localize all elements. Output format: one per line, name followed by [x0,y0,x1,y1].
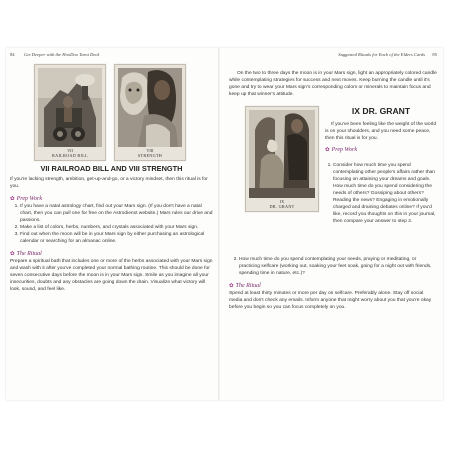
dr-grant-ritual-heading-text: The Ritual [235,283,261,289]
dr-grant-text [325,106,437,154]
card-railroad-bill-number: VII [67,148,73,153]
dr-grant-intro-paragraph: If you've been feeling like the weight of the world is on your shoulders, and you need some peace, then this ritual is for you. [325,122,437,141]
ritual-heading-text: The Ritual [16,251,42,257]
right-page-number: 85 [432,52,437,57]
list-item: 3. Find out when the moon will be in your Mars sign by either purchasing an astrological calendar or searching for an almanac online. [20,231,213,245]
card-railroad-bill-art [38,68,102,147]
flower-icon: ✿ [229,283,234,289]
card-strength [114,64,186,161]
dr-grant-ritual-paragraph: Spend at least thirty minutes or more per day on selfcare. Preferably alone. Stay off social media and don't check any emails. Inform anyone that might worry about you that you're okay before you begin so you can focus completely on you. [229,291,432,310]
left-page [10,52,213,293]
list-item: 2. Make a list of colors, herbs, numbers, and crystals associated with your Mars sign. [20,224,213,231]
left-page-number: 84 [10,52,15,57]
left-page-header [10,52,213,60]
flower-icon: ✿ [10,251,15,257]
ritual-heading [10,251,213,257]
card-dr-grant-name: DR. GRANT [269,204,295,209]
list-item: 1. If you have a natal astrology chart, find out your Mars sign. (If you don't have a natal chart, then you can pull one for free on the Astrodienst website.) Mars rules our drive and passions. [20,203,213,224]
dr-grant-prep-work-heading [325,147,437,153]
flower-icon: ✿ [10,196,15,202]
dr-grant-prep-list [325,162,437,225]
card-railroad-bill-name: RAILROAD BILL [52,153,88,158]
card-strength-art [118,68,182,147]
card-dr-grant [245,106,319,212]
card-strength-name: STRENGTH [137,153,163,158]
section-heading-railroad-strength: VII RAILROAD BILL AND VIII STRENGTH [40,164,183,173]
card-images [10,60,213,160]
right-page-running-title: Suggested Rituals for Each of the Elders Cards [338,52,425,57]
flower-icon: ✿ [325,147,330,153]
prep-work-heading [10,196,213,202]
section-heading-dr-grant: IX DR. GRANT [351,106,411,116]
intro-paragraph: If you're lacking strength, ambition, get-up-and-go, or a victory mindset, then this ritual is for you. [10,177,208,189]
prep-work-heading-text: Prep Work [16,196,42,202]
card-dr-grant-number: IX [279,199,285,204]
left-page-running-title: Get Deeper with the HooDoo Tarot Deck [24,52,100,57]
dr-grant-prep-work-heading-text: Prep Work [331,147,357,153]
list-item: 2. How much time do you spend contemplating your needs, praying or meditating, or practicing selfcare (working out, soaking your feet soak, going for a night out with friends, spending time in nature, etc.)? [239,256,437,277]
list-item: 1. Consider how much time you spend contemplating other people's affairs rather than focusing on attaining your dreams and goals. How much time do you spend considering the needs of others? Gossiping about others? Reading the news? Engaging in emotionally charged and draining debates online? If you'd like, record you thoughts on this in your journal, then compare your answer to step 2. [333,162,437,225]
prep-work-list [10,203,213,245]
right-page [229,52,437,311]
ritual-paragraph: Prepare a spiritual bath that includes one or more of the herbs associated with your Mars sign and wash with it after you've completed your normal bathing routine. This should be done for seven consecutive days before the moon is in your Mars sign. Smile as you imagine all your insecurities, doubts and any obstacles are going down the drain. Visualize what victory will look, sound, and feel like. [10,259,213,292]
card-railroad-bill [34,64,106,161]
dr-grant-ritual-heading [229,283,437,289]
right-page-header [229,52,437,60]
card-strength-number: VIII [146,148,154,153]
continued-paragraph: On the two to three days the moon is in your Mars sign, light an appropriately colored candle while contemplating strategies for success and next moves. Keep burning the candle until it's gone and try to wear your Mars sign's corresponding colors or minerals to maintain focus and keep up that winner's attitude. [229,71,437,97]
book-gutter [218,48,220,400]
card-dr-grant-art [249,110,315,198]
dr-grant-block [229,104,437,262]
